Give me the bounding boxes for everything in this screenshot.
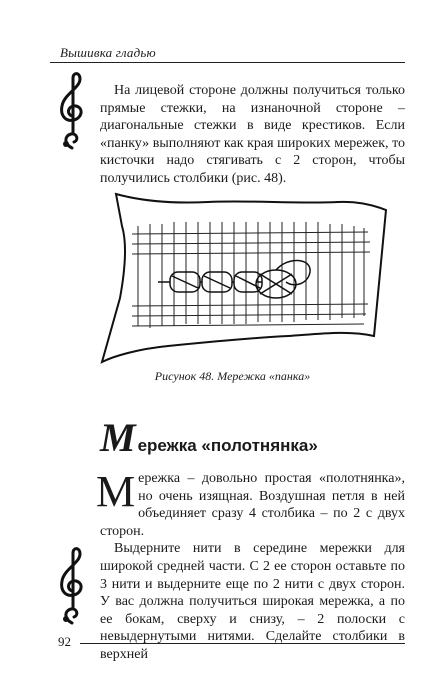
drop-cap: М <box>96 467 136 516</box>
running-title: Вышивка гладью <box>60 45 156 60</box>
paragraph-text: Выдерните нити в середине мережки для широкой средней части. С 2 ее сторон оставьте по 3 нити и выдерните еще по 2 нити с двух сторон. У вас должна получиться широкая мережка, а по ее бокам, сверху и снизу, – 2 полоски с невыдернутыми нитями. Сделайте столбики в верхней <box>100 541 405 662</box>
paragraph-text: ережка – довольно простая «полотнянка», но очень изящная. Воздушная петля в ней объединяет сразу 4 столбика – по 2 с двух сторон. <box>100 471 405 539</box>
section-title-text: ережка «полотнянка» <box>137 436 318 455</box>
treble-clef-ornament-icon <box>52 545 92 627</box>
figure-caption: Рисунок 48. Мережка «панка» <box>154 369 311 383</box>
treble-clef-ornament-icon <box>52 70 92 152</box>
hemstitch-figure <box>98 186 390 364</box>
paragraph-text: На лицевой стороне должны получиться только прямые стежки, на изнаночной стороне – диагональные стежки в виде крестиков. Если «панку» выполняют как края широких мережек, то кисточки надо стягивать с 2 сторон, чтобы получились столбики (рис. 48). <box>100 83 405 186</box>
section-title-initial: М <box>100 415 136 460</box>
header-rule <box>50 62 405 63</box>
section-title <box>100 415 318 460</box>
footer-rule <box>80 643 405 644</box>
page-number: 92 <box>58 634 71 649</box>
section-body <box>96 467 405 664</box>
